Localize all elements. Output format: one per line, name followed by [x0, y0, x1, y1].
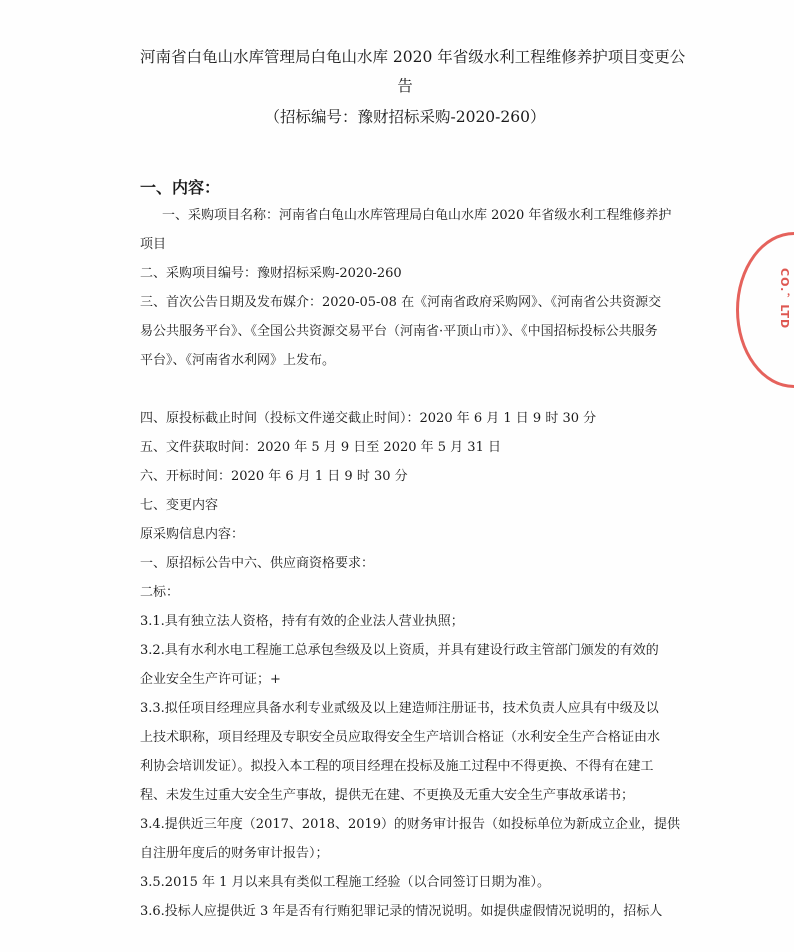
- para-line: 3.5.2015 年 1 月以来具有类似工程施工经验（以合同签订日期为准）。: [140, 875, 551, 890]
- seal-text: CO.，LTD: [778, 268, 791, 330]
- para-line: 一、原招标公告中六、供应商资格要求：: [140, 556, 375, 571]
- para-line: 上技术职称，项目经理及专职安全员应取得安全生产培训合格证（水利安全生产合格证由水: [140, 730, 661, 745]
- para-line: 原采购信息内容：: [140, 527, 245, 542]
- para-line: 自注册年度后的财务审计报告）；: [140, 846, 329, 861]
- para-line: 3.2.具有水利水电工程施工总承包叁级及以上资质，并具有建设行政主管部门颁发的有效的: [140, 643, 659, 658]
- para-line: 二、采购项目编号：豫财招标采购-2020-260: [140, 266, 402, 281]
- para-line: 一、采购项目名称：河南省白龟山水库管理局白龟山水库 2020 年省级水利工程维修养护: [162, 208, 672, 223]
- para-line: 二标：: [140, 585, 180, 600]
- para-line: 3.4.提供近三年度（2017、2018、2019）的财务审计报告（如投标单位为新成立企业，提供: [140, 817, 680, 832]
- para-line: 平台》、《河南省水利网》上发布。: [140, 353, 336, 368]
- para-line: 易公共服务平台》、《全国公共资源交易平台（河南省·平顶山市）》、《中国招标投标公共服务: [140, 324, 658, 339]
- para-line: 七、变更内容: [140, 498, 219, 513]
- para-line: 3.3.拟任项目经理应具备水利专业贰级及以上建造师注册证书，技术负责人应具有中级及以: [140, 701, 659, 716]
- para-line: 六、开标时间：2020 年 6 月 1 日 9 时 30 分: [140, 469, 408, 484]
- para-line: 3.6.投标人应提供近 3 年是否有行贿犯罪记录的情况说明。如提供虚假情况说明的，招标人: [140, 904, 663, 919]
- document-title-line2: 告: [397, 77, 413, 95]
- para-line: 企业安全生产许可证；+: [140, 672, 281, 687]
- para-line: 利协会培训发证）。拟投入本工程的项目经理在投标及施工过程中不得更换、不得有在建工: [140, 759, 654, 774]
- para-line: 项目: [140, 237, 167, 252]
- para-line: 五、文件获取时间：2020 年 5 月 9 日至 2020 年 5 月 31 日: [140, 440, 501, 455]
- para-line: 3.1.具有独立法人资格，持有有效的企业法人营业执照；: [140, 614, 464, 629]
- bid-number: （招标编号：豫财招标采购-2020-260）: [264, 108, 546, 126]
- para-line: 三、首次公告日期及发布媒介：2020-05-08 在《河南省政府采购网》、《河南省公共资源交: [140, 295, 662, 310]
- document-title-line1: 河南省白龟山水库管理局白龟山水库 2020 年省级水利工程维修养护项目变更公: [140, 48, 686, 66]
- para-line: 四、原投标截止时间（投标文件递交截止时间）：2020 年 6 月 1 日 9 时 30 分: [140, 411, 597, 426]
- para-line: 程、未发生过重大安全生产事故，提供无在建、不更换及无重大安全生产事故承诺书；: [140, 788, 635, 803]
- section-heading-content: 一、内容：: [140, 178, 221, 197]
